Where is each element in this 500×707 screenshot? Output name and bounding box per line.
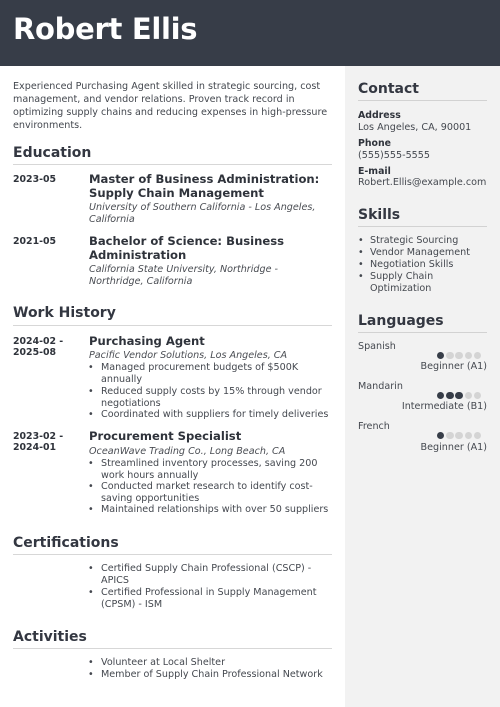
activities-heading: Activities — [13, 629, 87, 645]
rating-dot-empty — [465, 432, 472, 439]
language-level: Beginner (A1) — [420, 442, 487, 453]
job-bullet: • Coordinated with suppliers for timely deliveries — [101, 409, 333, 421]
activity-item: • Member of Supply Chain Professional Network — [101, 669, 333, 681]
job-bullet: • Managed procurement budgets of $500K annually — [101, 362, 333, 385]
job-date-start: 2023-02 - — [13, 431, 64, 442]
rating-dot-empty — [465, 392, 472, 399]
languages-divider — [358, 332, 487, 333]
language-name: French — [358, 421, 390, 432]
rating-dot-empty — [446, 432, 453, 439]
languages-heading: Languages — [358, 313, 444, 329]
job-title: Procurement Specialist — [89, 429, 242, 443]
language-name: Spanish — [358, 341, 396, 352]
education-date: 2021-05 — [13, 236, 57, 247]
job-bullet: • Conducted market research to identify cost-saving opportunities — [101, 481, 333, 504]
summary-text: Experienced Purchasing Agent skilled in strategic sourcing, cost management, and vendor relations. Proven track record in optimizing supply chains and reducing expenses in high-pressure environments. — [13, 81, 328, 131]
rating-dot-empty — [446, 352, 453, 359]
education-divider — [13, 164, 332, 165]
email-label: E-mail — [358, 166, 391, 177]
education-heading: Education — [13, 145, 92, 161]
address-value: Los Angeles, CA, 90001 — [358, 122, 472, 133]
language-rating — [437, 352, 481, 359]
phone-label: Phone — [358, 138, 392, 149]
language-name: Mandarin — [358, 381, 403, 392]
education-degree: Bachelor of Science: Business Administration — [89, 234, 284, 262]
work-history-heading: Work History — [13, 305, 116, 321]
job-bullet: • Maintained relationships with over 50 suppliers — [101, 504, 333, 516]
rating-dot-empty — [465, 352, 472, 359]
rating-dot-filled — [437, 392, 444, 399]
job-company: OceanWave Trading Co., Long Beach, CA — [89, 446, 286, 457]
education-school: California State University, Northridge - Northridge, California — [89, 264, 279, 287]
education-degree: Master of Business Administration: Supply Chain Management — [89, 172, 320, 200]
job-title: Purchasing Agent — [89, 334, 205, 348]
rating-dot-empty — [474, 392, 481, 399]
language-rating — [437, 392, 481, 399]
rating-dot-filled — [437, 352, 444, 359]
job-date-end: 2025-08 — [13, 347, 57, 358]
job-date-end: 2024-01 — [13, 442, 57, 453]
skill-item: • Supply Chain Optimization — [370, 271, 488, 294]
rating-dot-empty — [474, 352, 481, 359]
education-date: 2023-05 — [13, 174, 57, 185]
contact-heading: Contact — [358, 81, 419, 97]
email-value: Robert.Ellis@example.com — [358, 177, 487, 188]
education-school: University of Southern California - Los Angeles, California — [89, 202, 316, 225]
rating-dot-empty — [474, 432, 481, 439]
language-level: Intermediate (B1) — [401, 401, 487, 412]
address-label: Address — [358, 110, 401, 121]
candidate-name: Robert Ellis — [13, 12, 198, 46]
skill-item: • Strategic Sourcing — [370, 235, 488, 247]
rating-dot-empty — [455, 352, 462, 359]
contact-divider — [358, 100, 487, 101]
rating-dot-filled — [455, 392, 462, 399]
skills-divider — [358, 226, 487, 227]
header-banner — [0, 0, 500, 66]
certifications-heading: Certifications — [13, 535, 119, 551]
certification-item: • Certified Supply Chain Professional (CSCP) - APICS — [101, 563, 333, 586]
activity-item: • Volunteer at Local Shelter — [101, 657, 333, 669]
rating-dot-empty — [455, 432, 462, 439]
activities-divider — [13, 648, 332, 649]
language-rating — [437, 432, 481, 439]
language-level: Beginner (A1) — [420, 361, 487, 372]
certifications-divider — [13, 554, 332, 555]
work-history-divider — [13, 325, 332, 326]
job-bullet: • Reduced supply costs by 15% through vendor negotiations — [101, 386, 333, 409]
rating-dot-filled — [437, 432, 444, 439]
certification-item: • Certified Professional in Supply Management (CPSM) - ISM — [101, 587, 333, 610]
phone-value: (555)555-5555 — [358, 150, 430, 161]
skills-heading: Skills — [358, 207, 401, 223]
job-date-start: 2024-02 - — [13, 336, 64, 347]
skill-item: • Negotiation Skills — [370, 259, 488, 271]
job-company: Pacific Vendor Solutions, Los Angeles, CA — [89, 350, 288, 361]
job-bullet: • Streamlined inventory processes, saving 200 work hours annually — [101, 458, 333, 481]
rating-dot-filled — [446, 392, 453, 399]
skill-item: • Vendor Management — [370, 247, 488, 259]
